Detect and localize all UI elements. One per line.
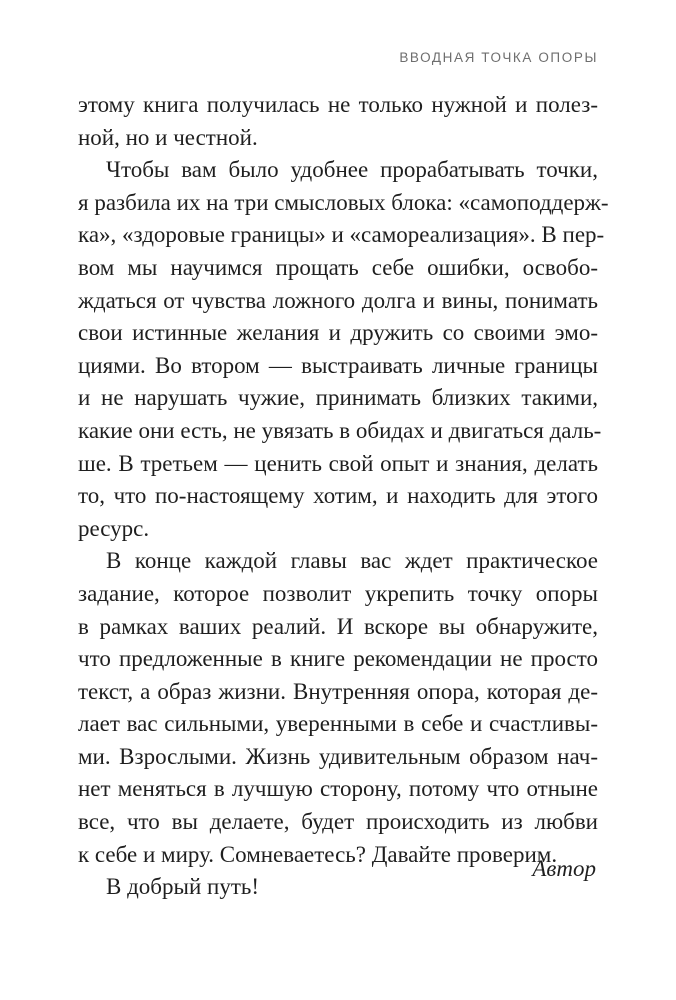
text-line: задание, которое позволит укрепить точку опоры bbox=[78, 580, 598, 606]
text-line: что предложенные в книге рекомендации не просто bbox=[78, 646, 598, 672]
text-line: ной, но и честной. bbox=[78, 124, 258, 150]
text-line: ше. В третьем — ценить свой опыт и знания, делать bbox=[78, 450, 598, 476]
text-line: ждаться от чувства ложного долга и вины, понимать bbox=[78, 287, 598, 313]
text-line: то, что по-настоящему хотим, и находить для этого bbox=[78, 483, 598, 509]
text-line: текст, а образ жизни. Внутренняя опора, которая де- bbox=[78, 678, 598, 704]
text-line: В конце каждой главы вас ждет практическое bbox=[106, 548, 598, 574]
text-line: и не нарушать чужие, принимать близких такими, bbox=[78, 385, 598, 411]
text-line: свои истинные желания и дружить со своими эмо- bbox=[78, 320, 598, 346]
running-header: ВВОДНАЯ ТОЧКА ОПОРЫ bbox=[399, 50, 598, 65]
text-line: ми. Взрослыми. Жизнь удивительным образом нач- bbox=[78, 743, 598, 769]
text-line: В добрый путь! bbox=[106, 874, 260, 900]
text-line: циями. Во втором — выстраивать личные границы bbox=[78, 352, 598, 378]
text-line: ресурс. bbox=[78, 515, 150, 541]
text-line: этому книга получилась не только нужной и полез- bbox=[78, 92, 598, 117]
text-line: ка», «здоровые границы» и «самореализация». В пер- bbox=[78, 222, 605, 248]
text-line: все, что вы делаете, будет происходить из любви bbox=[78, 809, 598, 835]
text-line: Чтобы вам было удобнее прорабатывать точки, bbox=[106, 157, 598, 183]
text-line: какие они есть, не увязать в обидах и двигаться даль- bbox=[78, 417, 602, 443]
text-line: в рамках ваших реалий. И вскоре вы обнаружите, bbox=[78, 613, 598, 639]
author-signature: Автор bbox=[532, 856, 596, 881]
text-line: к себе и миру. Сомневаетесь? Давайте проверим. bbox=[78, 841, 558, 867]
text-line: вом мы научимся прощать себе ошибки, освобо- bbox=[78, 254, 598, 280]
text-line: нет меняться в лучшую сторону, потому что отныне bbox=[78, 776, 598, 802]
text-line: лает вас сильными, уверенными в себе и счастливы- bbox=[78, 711, 598, 737]
body-text bbox=[78, 89, 609, 904]
text-line: я разбила их на три смысловых блока: «самоподдерж- bbox=[78, 189, 609, 215]
